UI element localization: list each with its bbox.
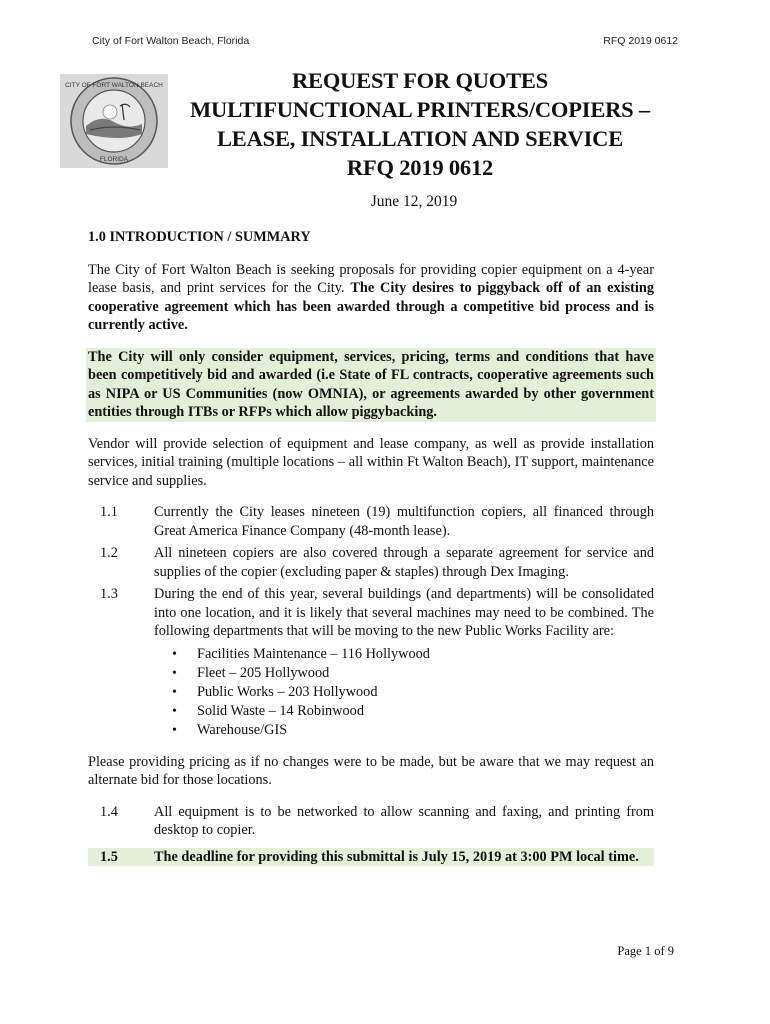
list-item <box>88 585 654 641</box>
item-text: Currently the City leases nineteen (19) multifunction copiers, all financed through Great America Finance Company (48-month lease). <box>154 504 654 539</box>
title-line-4: RFQ 2019 0612 <box>346 155 494 180</box>
section-heading: 1.0 INTRODUCTION / SUMMARY <box>88 229 311 245</box>
departments-list <box>154 645 654 740</box>
item-text: All nineteen copiers are also covered through a separate agreement for service and supplies of the copier (excluding paper & staples) through Dex Imaging. <box>154 545 654 580</box>
list-item <box>88 544 654 581</box>
department-item: • Facilities Maintenance – 116 Hollywood <box>154 645 654 664</box>
seal-top-text: CITY OF FORT WALTON BEACH <box>65 82 163 89</box>
title-line-2: MULTIFUNCTIONAL PRINTERS/COPIERS – <box>190 97 650 122</box>
page-number: Page 1 of 9 <box>617 944 674 958</box>
title-line-1: REQUEST FOR QUOTES <box>291 68 549 93</box>
header-right: RFQ 2019 0612 <box>603 35 678 47</box>
deadline-text: The deadline for providing this submittal is July 15, 2019 at 3:00 PM local time. <box>154 848 639 865</box>
header-left: City of Fort Walton Beach, Florida <box>92 35 250 47</box>
item-number: 1.4 <box>100 803 118 820</box>
document-date: June 12, 2019 <box>370 193 458 210</box>
department-item: • Warehouse/GIS <box>154 721 654 740</box>
item-number: 1.2 <box>100 545 118 561</box>
item-number: 1.1 <box>100 504 118 520</box>
pricing-paragraph: Please providing pricing as if no changes were to be made, but be aware that we may request an alternate bid for those locations. <box>88 753 654 788</box>
deadline-item <box>88 848 654 867</box>
department-item: • Public Works – 203 Hollywood <box>154 683 654 702</box>
department-item: • Fleet – 205 Hollywood <box>154 664 654 683</box>
city-seal-logo <box>60 74 168 168</box>
intro-bold-text: The City desires to piggyback off of an existing cooperative agreement which has been awarded through a competitive bid process and is currently active. <box>88 280 654 333</box>
item-text: During the end of this year, several buildings (and departments) will be consolidated into one location, and it is likely that several machines may need to be combined. The following departments that will be moving to the new Public Works Facility are: <box>154 586 654 639</box>
highlighted-requirement: The City will only consider equipment, services, pricing, terms and conditions that have been competitively bid and awarded (i.e State of FL contracts, cooperative agreements such as NIPA or US Communities (now OMNIA), or agreements awarded by other government entities through ITBs or RFPs which allow piggybacking. <box>88 348 654 420</box>
item-number: 1.5 <box>100 848 118 865</box>
list-item <box>88 803 654 840</box>
item-number: 1.3 <box>100 586 118 602</box>
seal-bottom-text: FLORIDA <box>99 156 129 163</box>
intro-paragraph <box>88 261 654 335</box>
title-line-3: LEASE, INSTALLATION AND SERVICE <box>216 126 624 151</box>
department-item: • Solid Waste – 14 Robinwood <box>154 702 654 721</box>
document-body <box>88 228 654 866</box>
document-title <box>170 66 670 182</box>
item-text: All equipment is to be networked to allow scanning and faxing, and printing from desktop to copier. <box>154 803 654 838</box>
list-item <box>88 503 654 540</box>
vendor-paragraph: Vendor will provide selection of equipment and lease company, as well as provide installation services, initial training (multiple locations – all within Ft Walton Beach), IT support, maintenance service and supplies. <box>88 435 654 489</box>
intro-text: The City of Fort Walton Beach is seeking proposals for providing copier equipment on a 4-year lease basis, and print services for the City. <box>88 261 654 296</box>
